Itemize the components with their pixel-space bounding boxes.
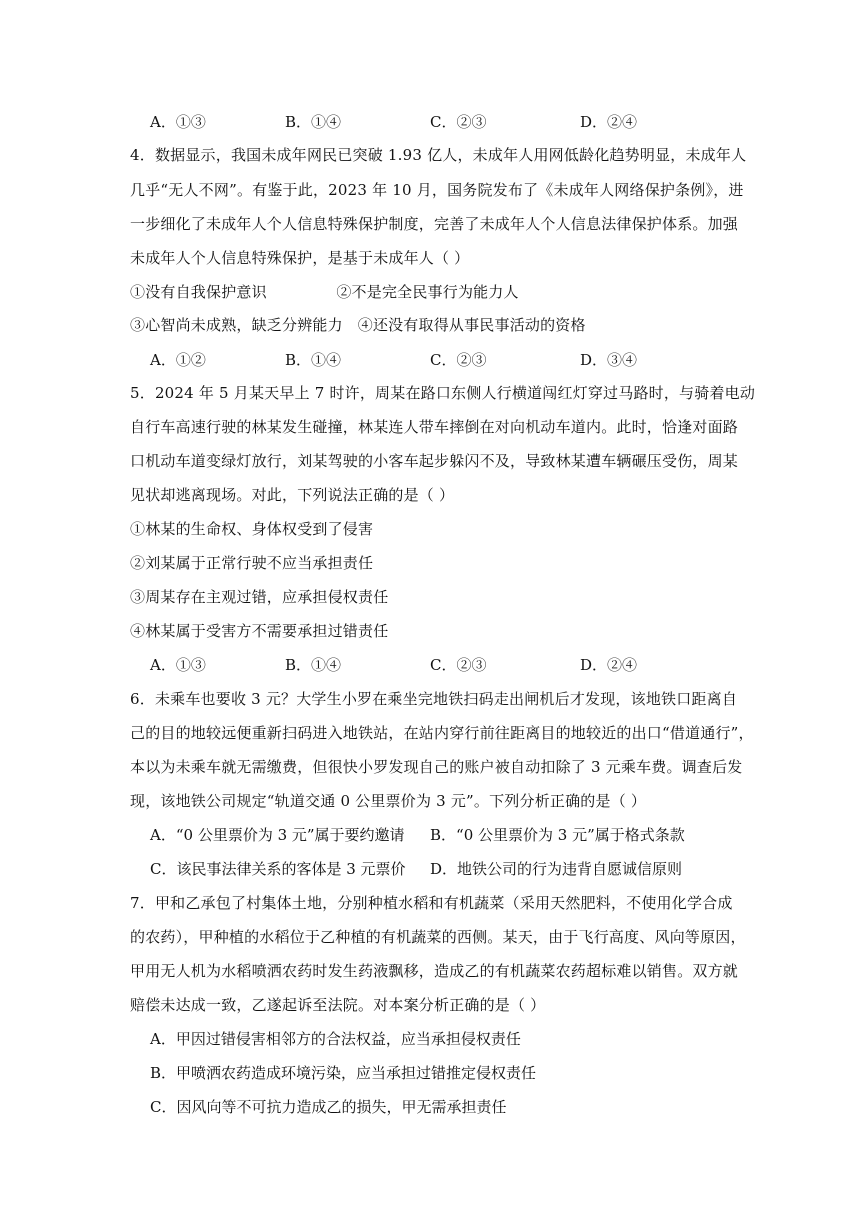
- q5-statement-1: ①林某的生命权、身体权受到了侵害: [130, 520, 374, 538]
- q3-option-d[interactable]: D．②④: [580, 113, 638, 131]
- q7-stem-line-4: 赔偿未达成一致，乙遂起诉至法院。对本案分析正确的是（ ）: [130, 996, 546, 1014]
- q6-option-d[interactable]: D．地铁公司的行为违背自愿诚信原则: [430, 860, 683, 878]
- q4-option-a[interactable]: A．①②: [150, 351, 206, 369]
- q7-stem-line-2: 的农药），甲种植的水稻位于乙种植的有机蔬菜的西侧。某天，由于飞行高度、风向等原因，: [130, 928, 746, 946]
- q6-option-c[interactable]: C．该民事法律关系的客体是 3 元票价: [150, 860, 406, 878]
- q6-stem-line-1: 6．未乘车也要收 3 元？大学生小罗在乘坐完地铁扫码走出闸机后才发现，该地铁口距离自: [130, 690, 738, 708]
- q4-option-b[interactable]: B．①④: [285, 351, 342, 369]
- q5-statement-3: ③周某存在主观过错，应承担侵权责任: [130, 588, 389, 606]
- q3-option-b[interactable]: B．①④: [285, 113, 342, 131]
- q3-option-a[interactable]: A．①③: [150, 113, 206, 131]
- q6-stem-line-3: 本以为未乘车就无需缴费，但很快小罗发现自己的账户被自动扣除了 3 元乘车费。调查后发: [130, 758, 743, 776]
- q4-option-c[interactable]: C．②③: [430, 351, 487, 369]
- q4-stem-line-3: 一步细化了未成年人个人信息特殊保护制度，完善了未成年人个人信息法律保护体系。加强: [130, 215, 739, 233]
- q5-option-d[interactable]: D．②④: [580, 656, 638, 674]
- q7-option-a[interactable]: A．甲因过错侵害相邻方的合法权益，应当承担侵权责任: [150, 1030, 521, 1048]
- q5-stem-line-4: 见状却逃离现场。对此，下列说法正确的是（ ）: [130, 486, 455, 504]
- q5-stem-line-3: 口机动车道变绿灯放行，刘某驾驶的小客车起步躲闪不及，导致林某遭车辆碾压受伤，周某: [130, 452, 739, 470]
- q3-option-c[interactable]: C．②③: [430, 113, 487, 131]
- q4-statement-line-2: ③心智尚未成熟，缺乏分辨能力 ④还没有取得从事民事活动的资格: [130, 316, 586, 334]
- q4-stem-line-2: 几乎“无人不网”。有鉴于此，2023 年 10 月，国务院发布了《未成年人网络保护条例》，进: [130, 181, 744, 199]
- q5-option-b[interactable]: B．①④: [285, 656, 342, 674]
- q5-statement-2: ②刘某属于正常行驶不应当承担责任: [130, 554, 374, 572]
- q4-stem-line-4: 未成年人个人信息特殊保护，是基于未成年人（ ）: [130, 249, 470, 267]
- q4-stem-line-1: 4．数据显示，我国未成年网民已突破 1.93 亿人，未成年人用网低龄化趋势明显，未成年人: [130, 146, 747, 164]
- q6-stem-line-4: 现，该地铁公司规定“轨道交通 0 公里票价为 3 元”。下列分析正确的是（ ）: [130, 792, 647, 810]
- q7-stem-line-3: 甲用无人机为水稻喷洒农药时发生药液飘移，造成乙的有机蔬菜农药超标难以销售。双方就: [130, 962, 739, 980]
- q5-stem-line-1: 5．2024 年 5 月某天早上 7 时许，周某在路口东侧人行横道闯红灯穿过马路时，与骑着电动: [130, 384, 756, 402]
- q5-stem-line-2: 自行车高速行驶的林某发生碰撞，林某连人带车摔倒在对向机动车道内。此时，恰逢对面路: [130, 418, 739, 436]
- q7-stem-line-1: 7．甲和乙承包了村集体土地，分别种植水稻和有机蔬菜（采用天然肥料，不使用化学合成: [130, 894, 733, 912]
- q6-option-b[interactable]: B．“0 公里票价为 3 元”属于格式条款: [430, 826, 685, 844]
- q6-stem-line-2: 己的目的地较远便重新扫码进入地铁站，在站内穿行前往距离目的地较近的出口“借道通行”，: [130, 724, 754, 742]
- q7-option-c[interactable]: C．因风向等不可抗力造成乙的损失，甲无需承担责任: [150, 1098, 507, 1116]
- q7-option-b[interactable]: B．甲喷洒农药造成环境污染，应当承担过错推定侵权责任: [150, 1064, 537, 1082]
- q4-option-d[interactable]: D．③④: [580, 351, 638, 369]
- q4-statement-line-1: ①没有自我保护意识 ②不是完全民事行为能力人: [130, 283, 519, 301]
- q5-option-a[interactable]: A．①③: [150, 656, 206, 674]
- q5-option-c[interactable]: C．②③: [430, 656, 487, 674]
- q6-option-a[interactable]: A．“0 公里票价为 3 元”属于要约邀请: [150, 826, 405, 844]
- q5-statement-4: ④林某属于受害方不需要承担过错责任: [130, 622, 389, 640]
